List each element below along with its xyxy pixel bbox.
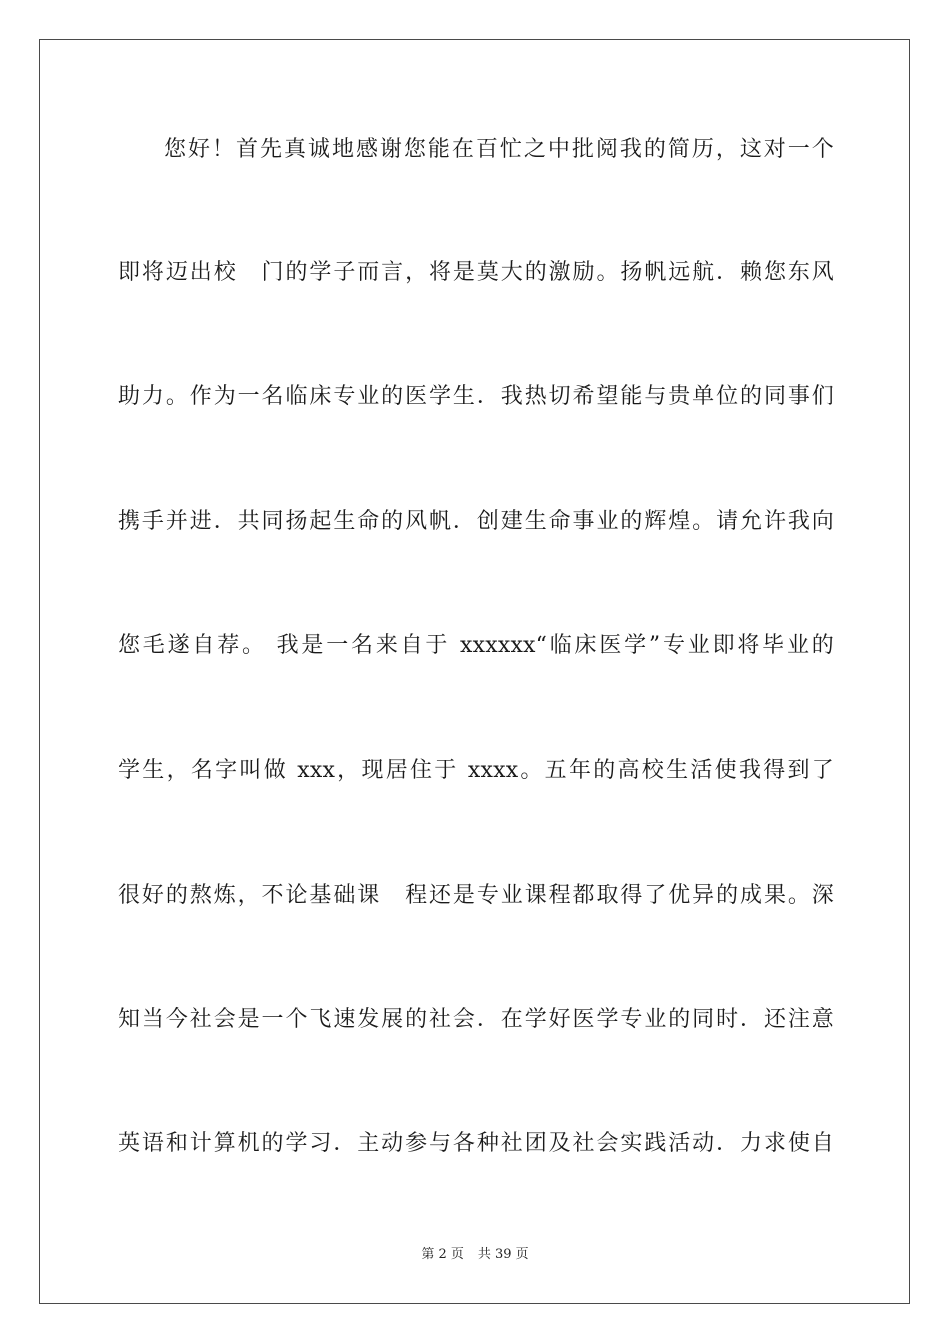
text-line-4: 携手并进．共同扬起生命的风帆．创建生命事业的辉煌。请允许我向 xyxy=(118,509,834,534)
text-line-3: 助力。作为一名临床专业的医学生．我热切希望能与贵单位的同事们 xyxy=(118,384,834,409)
text-line-5: 您毛遂自荐。 我是一名来自于 xxxxxx“临床医学”专业即将毕业的 xyxy=(118,633,834,658)
text-line-2: 即将迈出校 门的学子而言，将是莫大的激励。扬帆远航．赖您东风 xyxy=(118,260,834,285)
page-total: 共 39 页 xyxy=(477,1247,529,1262)
text-line-1: 您好！首先真诚地感谢您能在百忙之中批阅我的简历，这对一个 xyxy=(164,137,834,162)
page-border xyxy=(39,39,910,1304)
page-number: 第 2 页 xyxy=(421,1247,464,1262)
text-line-9: 英语和计算机的学习．主动参与各种社团及社会实践活动．力求使自 xyxy=(118,1131,834,1156)
text-line-6: 学生，名字叫做 xxx，现居住于 xxxx。五年的高校生活使我得到了 xyxy=(118,758,834,783)
text-line-8: 知当今社会是一个飞速发展的社会．在学好医学专业的同时．还注意 xyxy=(118,1007,834,1032)
text-line-7: 很好的熬炼，不论基础课 程还是专业课程都取得了优异的成果。深 xyxy=(118,883,834,908)
page-footer xyxy=(0,1246,950,1264)
